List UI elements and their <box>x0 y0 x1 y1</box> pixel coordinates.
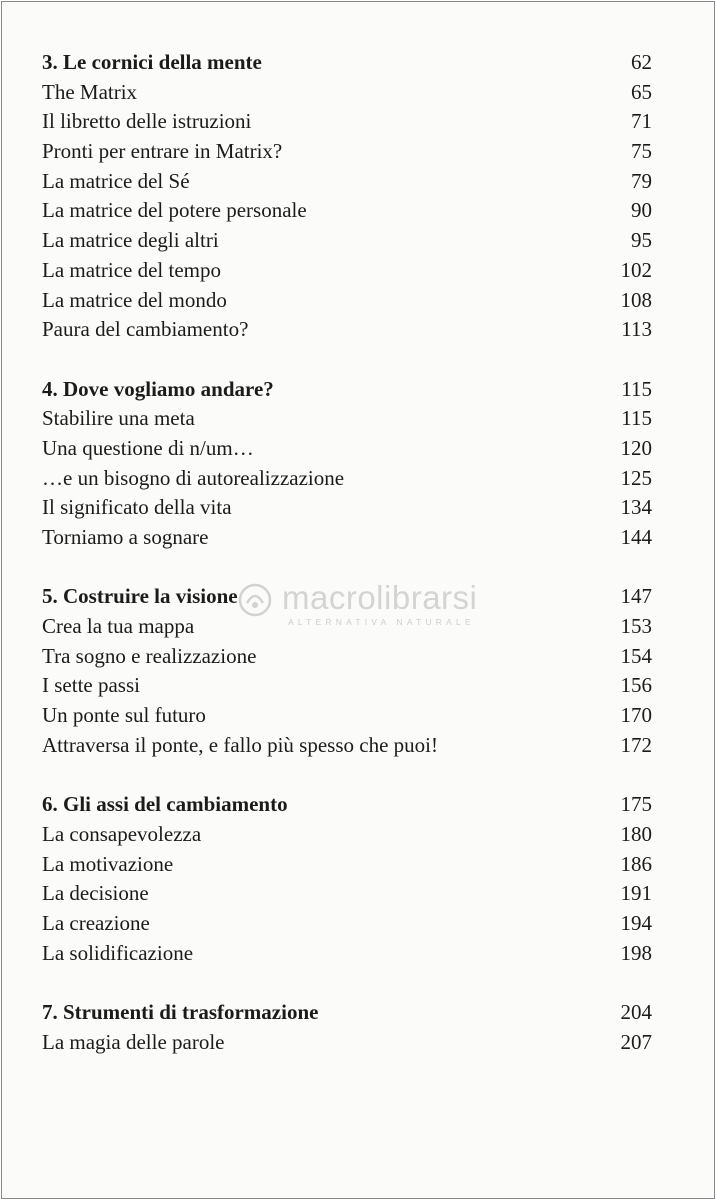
entry-title: Tra sogno e realizzazione <box>42 643 257 668</box>
entry-title: La matrice del tempo <box>42 257 222 282</box>
toc-entry <box>42 1028 652 1058</box>
entry-title: Attraversa il ponte, e fallo più spesso che puoi! <box>42 732 438 757</box>
page-number: 125 <box>620 465 652 490</box>
toc-entry <box>42 939 652 969</box>
toc-entry <box>42 434 652 464</box>
chapter-heading <box>42 582 652 612</box>
entry-title: Il libretto delle istruzioni <box>42 109 252 134</box>
toc-section <box>42 790 652 968</box>
page-number: 198 <box>620 940 652 965</box>
entry-title: Stabilire una meta <box>42 406 195 431</box>
chapter-heading <box>42 48 652 78</box>
chapter-heading <box>42 998 652 1028</box>
page-number: 153 <box>620 614 652 639</box>
entry-title: I sette passi <box>42 673 140 698</box>
entry-title: Il significato della vita <box>42 495 232 520</box>
page-number: 62 <box>631 50 652 74</box>
entry-title: La creazione <box>42 910 150 935</box>
toc-entry <box>42 78 652 108</box>
toc-entry <box>42 226 652 256</box>
page-number: 147 <box>620 584 652 609</box>
toc-entry <box>42 642 652 672</box>
page-number: 172 <box>620 732 652 757</box>
entry-title: Un ponte sul futuro <box>42 703 206 728</box>
toc-entry <box>42 879 652 909</box>
page-number: 120 <box>620 435 652 460</box>
entry-title: La magia delle parole <box>42 1029 225 1054</box>
toc-entry <box>42 523 652 553</box>
page-number: 186 <box>620 851 652 876</box>
page-number: 191 <box>620 881 652 906</box>
entry-title: Paura del cambiamento? <box>42 317 249 342</box>
toc-entry <box>42 612 652 642</box>
page-number: 156 <box>620 673 652 698</box>
toc-entry <box>42 820 652 850</box>
toc-entry <box>42 909 652 939</box>
entry-title: La decisione <box>42 881 149 906</box>
page-number: 113 <box>621 317 652 342</box>
page-number: 102 <box>620 257 652 282</box>
page-number: 75 <box>631 139 652 164</box>
chapter-title: 4. Dove vogliamo andare? <box>42 376 274 401</box>
toc-entry <box>42 850 652 880</box>
page-number: 154 <box>620 643 652 668</box>
toc-entry <box>42 404 652 434</box>
entry-title: The Matrix <box>42 79 138 104</box>
page-number: 144 <box>620 525 652 549</box>
page-number: 79 <box>631 168 652 193</box>
toc-entry <box>42 256 652 286</box>
entry-title: …e un bisogno di autorealizzazione <box>42 465 345 490</box>
toc-entry <box>42 464 652 494</box>
chapter-title: 7. Strumenti di trasformazione <box>42 1000 319 1024</box>
book-page <box>1 1 715 1199</box>
entry-title: La motivazione <box>42 851 174 876</box>
toc-entry <box>42 196 652 226</box>
page-number: 170 <box>620 703 652 728</box>
toc-entry <box>42 286 652 316</box>
entry-title: Una questione di n/um… <box>42 435 254 460</box>
page-number: 90 <box>631 198 652 223</box>
page-number: 108 <box>620 287 652 312</box>
page-number: 115 <box>621 406 652 431</box>
entry-title: La matrice del Sé <box>42 168 190 193</box>
entry-title: Pronti per entrare in Matrix? <box>42 139 283 164</box>
page-number: 115 <box>621 376 652 401</box>
watermark-tagline: ALTERNATIVA NATURALE <box>288 617 475 627</box>
chapter-title: 5. Costruire la visione <box>42 584 238 609</box>
page-number: 180 <box>620 821 652 846</box>
chapter-heading <box>42 375 652 405</box>
toc-entry <box>42 137 652 167</box>
toc-section <box>42 48 652 345</box>
page-number: 207 <box>620 1029 652 1054</box>
toc-entry <box>42 315 652 345</box>
entry-title: La consapevolezza <box>42 821 202 846</box>
toc-entry <box>42 107 652 137</box>
page-number: 95 <box>631 228 652 253</box>
chapter-title: 6. Gli assi del cambiamento <box>42 792 288 817</box>
page-number: 65 <box>631 79 652 104</box>
entry-title: La solidificazione <box>42 940 194 965</box>
toc-entry <box>42 731 652 761</box>
toc-section <box>42 375 652 553</box>
entry-title: La matrice del potere personale <box>42 198 307 223</box>
toc-section <box>42 998 652 1057</box>
page-number: 175 <box>620 792 652 817</box>
toc-entry <box>42 493 652 523</box>
toc-entry <box>42 167 652 197</box>
table-of-contents <box>42 48 652 1087</box>
entry-title: Crea la tua mappa <box>42 614 195 639</box>
chapter-heading <box>42 790 652 820</box>
page-number: 194 <box>620 910 652 935</box>
entry-title: La matrice degli altri <box>42 228 219 253</box>
toc-entry <box>42 701 652 731</box>
watermark-name: macrolibrarsi <box>282 579 478 616</box>
chapter-title: 3. Le cornici della mente <box>42 50 262 74</box>
toc-entry <box>42 671 652 701</box>
page-number: 204 <box>620 1000 652 1024</box>
entry-title: Torniamo a sognare <box>42 525 209 549</box>
entry-title: La matrice del mondo <box>42 287 227 312</box>
page-number: 71 <box>631 109 652 134</box>
page-number: 134 <box>620 495 652 520</box>
toc-section <box>42 582 652 760</box>
